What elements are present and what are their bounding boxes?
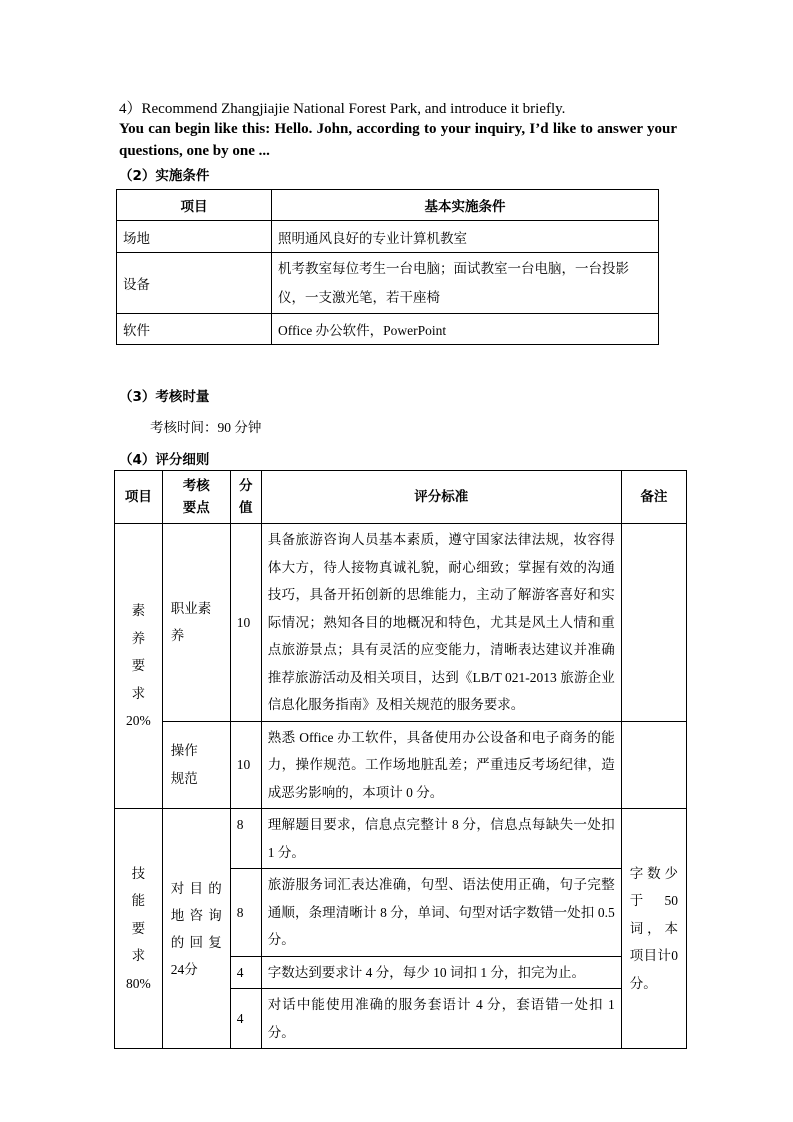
criteria-word-count: 字数达到要求计 4 分，每少 10 词扣 1 分，扣完为止。 bbox=[261, 956, 621, 989]
criteria-operation: 熟悉 Office 办工软件，具备使用办公设备和电子商务的能力，操作规范。工作场地脏乱差；严重违反考场纪律，造成恶劣影响的，本项计 0 分。 bbox=[261, 721, 621, 809]
score-header-note: 备注 bbox=[621, 471, 686, 524]
criteria-vocabulary: 旅游服务词汇表达准确，句型、语法使用正确，句子完整通顺，条理清晰计 8 分，单词、句型对话字数错一处扣 0.5 分。 bbox=[261, 869, 621, 957]
score-header-point: 考核要点 bbox=[162, 471, 230, 524]
conditions-header-item: 项目 bbox=[117, 190, 272, 221]
category-literacy: 素养要求20% bbox=[115, 524, 163, 809]
score-understanding: 8 bbox=[230, 809, 261, 869]
score-service-phrase: 4 bbox=[230, 989, 261, 1049]
conditions-table bbox=[116, 189, 659, 345]
point-operation: 操作规范 bbox=[162, 721, 230, 809]
exam-duration: 考核时间：90 分钟 bbox=[150, 420, 262, 435]
score-header-item: 项目 bbox=[115, 471, 163, 524]
conditions-cell-software-label: 软件 bbox=[117, 314, 272, 345]
bold-instruction: You can begin like this: Hello. John, according to your inquiry, I’d like to answer your questions, one by one ... bbox=[119, 121, 677, 159]
section4-title: （4）评分细则 bbox=[119, 452, 210, 468]
conditions-cell-equipment-label: 设备 bbox=[117, 253, 272, 314]
score-word-count: 4 bbox=[230, 956, 261, 989]
criteria-professional: 具备旅游咨询人员基本素质，遵守国家法律法规，妆容得体大方，待人接物真诚礼貌，耐心细致；掌握有效的沟通技巧，具备开拓创新的思维能力，主动了解游客喜好和实际情况；熟知各目的地概况和特色，尤其是风土人情和重点旅游景点；具有灵活的应变能力，清晰表达建议并准确推荐旅游活动及相关项目，达到《LB/T 021-2013 旅游企业信息化服务指南》及相关规范的服务要求。 bbox=[261, 524, 621, 722]
conditions-cell-site-label: 场地 bbox=[117, 221, 272, 253]
category-skill: 技能要求80% bbox=[115, 809, 163, 1049]
conditions-cell-software-value: Office 办公软件，PowerPoint bbox=[272, 314, 659, 345]
point-professional: 职业素养 bbox=[162, 524, 230, 722]
conditions-cell-site-value: 照明通风良好的专业计算机教室 bbox=[272, 221, 659, 253]
score-table bbox=[114, 470, 687, 1049]
score-header-value: 分值 bbox=[230, 471, 261, 524]
point-destination-reply: 对目的地咨询的回复24分 bbox=[162, 809, 230, 1049]
criteria-understanding: 理解题目要求，信息点完整计 8 分，信息点每缺失一处扣 1 分。 bbox=[261, 809, 621, 869]
score-vocabulary: 8 bbox=[230, 869, 261, 957]
score-operation: 10 bbox=[230, 721, 261, 809]
note-word-count: 字数少于50词，本项目计0分。 bbox=[621, 809, 686, 1049]
conditions-cell-equipment-value: 机考教室每位考生一台电脑；面试教室一台电脑，一台投影仪，一支激光笔，若干座椅 bbox=[272, 253, 659, 314]
score-professional: 10 bbox=[230, 524, 261, 722]
note-professional bbox=[621, 524, 686, 722]
section3-title: （3）考核时量 bbox=[119, 389, 210, 405]
intro-line: 4）Recommend Zhangjiajie National Forest Park, and introduce it briefly. bbox=[119, 101, 566, 117]
criteria-service-phrase: 对话中能使用准确的服务套语计 4 分，套语错一处扣 1 分。 bbox=[261, 989, 621, 1049]
section2-title: （2）实施条件 bbox=[119, 168, 210, 184]
conditions-header-basic: 基本实施条件 bbox=[272, 190, 659, 221]
note-operation bbox=[621, 721, 686, 809]
score-header-criteria: 评分标准 bbox=[261, 471, 621, 524]
